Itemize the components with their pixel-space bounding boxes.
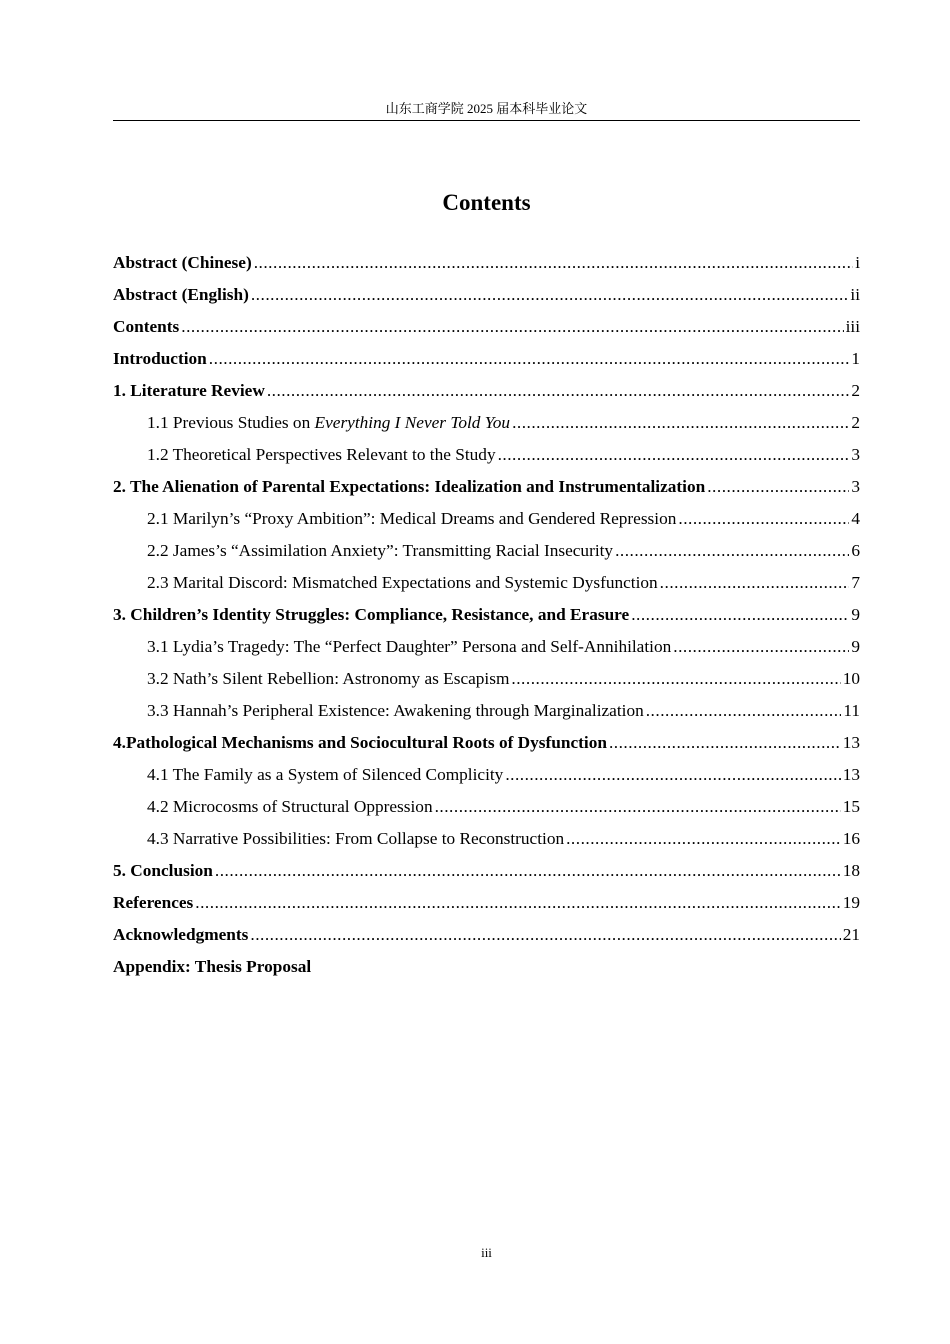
toc-leader-dots [181, 311, 843, 343]
toc-entry-label: 5. Conclusion [113, 861, 213, 880]
toc-entry-contents[interactable] [113, 311, 860, 343]
toc-entry-label: Acknowledgments [113, 925, 249, 944]
toc-entry-page: 3 [851, 477, 860, 496]
toc-entry-label: Abstract (English) [113, 285, 249, 304]
toc-leader-dots [254, 247, 853, 279]
toc-entry-page: 21 [842, 925, 860, 944]
toc-entry-label [147, 407, 510, 439]
toc-entry-literature-review[interactable] [113, 375, 860, 407]
toc-leader-dots [435, 791, 841, 823]
toc-entry-page: 10 [842, 669, 860, 688]
toc-entry-label: 3.1 Lydia’s Tragedy: The “Perfect Daughter” Persona and Self-Annihilation [147, 637, 672, 656]
toc-entry-4-3[interactable] [113, 823, 860, 855]
toc-entry-label: 1.2 Theoretical Perspectives Relevant to the Study [147, 445, 496, 464]
toc-entry-acknowledgments[interactable] [113, 919, 860, 951]
toc-entry-conclusion[interactable] [113, 855, 860, 887]
toc-entry-label: 3. Children’s Identity Struggles: Compliance, Resistance, and Erasure [113, 605, 630, 624]
toc-leader-dots [609, 727, 841, 759]
toc-entry-label: 1. Literature Review [113, 381, 265, 400]
toc-entry-label: 2. The Alienation of Parental Expectations: Idealization and Instrumentalization [113, 477, 706, 496]
toc-entry-page: 9 [851, 637, 860, 656]
toc-entry-2-3[interactable] [113, 567, 860, 599]
toc-leader-dots [646, 695, 842, 727]
toc-entry-label: 3.3 Hannah’s Peripheral Existence: Awakening through Marginalization [147, 701, 644, 720]
toc-entry-page: 3 [851, 445, 860, 464]
toc-leader-dots [250, 919, 840, 951]
toc-leader-dots [566, 823, 841, 855]
toc-entry-page: 7 [851, 573, 860, 592]
toc-leader-dots [512, 407, 849, 439]
toc-leader-dots [251, 279, 849, 311]
toc-entry-label: Contents [113, 317, 180, 336]
toc-entry-page: iii [845, 317, 860, 336]
toc-entry-abstract-english[interactable] [113, 279, 860, 311]
toc-entry-2-1[interactable] [113, 503, 860, 535]
toc-entry-page: 9 [851, 605, 860, 624]
toc-entry-3-1[interactable] [113, 631, 860, 663]
toc-entry-page: 11 [843, 701, 860, 720]
toc-entry-page: 2 [851, 381, 860, 400]
toc-entry-label: 4.2 Microcosms of Structural Oppression [147, 797, 433, 816]
toc-leader-dots [209, 343, 850, 375]
toc-leader-dots [707, 471, 849, 503]
toc-leader-dots [505, 759, 840, 791]
toc-leader-dots [660, 567, 850, 599]
toc-entry-appendix[interactable] [113, 951, 860, 983]
toc-leader-dots [631, 599, 849, 631]
toc-entry-page: 15 [842, 797, 860, 816]
toc-entry-page: 13 [842, 733, 860, 752]
toc-entry-4-1[interactable] [113, 759, 860, 791]
toc-entry-page: 19 [842, 893, 860, 912]
toc-leader-dots [673, 631, 849, 663]
toc-entry-label-text: 1.1 Previous Studies on [147, 413, 315, 432]
toc-entry-label: 4.Pathological Mechanisms and Sociocultural Roots of Dysfunction [113, 733, 607, 752]
toc-leader-dots [511, 663, 840, 695]
toc-entry-label: 3.2 Nath’s Silent Rebellion: Astronomy as Escapism [147, 669, 510, 688]
toc-entry-page: 16 [842, 829, 860, 848]
toc-leader-dots [678, 503, 849, 535]
toc-entry-label: 4.3 Narrative Possibilities: From Collapse to Reconstruction [147, 829, 565, 848]
toc-entry-chapter-4[interactable] [113, 727, 860, 759]
toc-entry-page: 6 [851, 541, 860, 560]
toc-entry-page: 2 [851, 413, 860, 432]
toc-entry-label: 2.2 James’s “Assimilation Anxiety”: Transmitting Racial Insecurity [147, 541, 614, 560]
toc-entry-chapter-2[interactable] [113, 471, 860, 503]
toc-entry-3-2[interactable] [113, 663, 860, 695]
toc-leader-dots [498, 439, 850, 471]
toc-entry-label: References [113, 893, 194, 912]
page-title: Contents [442, 190, 531, 215]
toc-leader-dots [215, 855, 841, 887]
toc-entry-page: 13 [842, 765, 860, 784]
table-of-contents [113, 247, 860, 983]
toc-entry-label: 4.1 The Family as a System of Silenced Complicity [147, 765, 504, 784]
toc-entry-chapter-3[interactable] [113, 599, 860, 631]
toc-entry-page: 4 [851, 509, 860, 528]
toc-entry-label: 2.1 Marilyn’s “Proxy Ambition”: Medical Dreams and Gendered Repression [147, 509, 677, 528]
toc-leader-dots [267, 375, 850, 407]
toc-entry-1-1[interactable] [113, 407, 860, 439]
running-header: 山东工商学院 2025 届本科毕业论文 [385, 101, 588, 116]
toc-entry-page: 1 [851, 349, 860, 368]
toc-leader-dots [195, 887, 840, 919]
toc-entry-label: 2.3 Marital Discord: Mismatched Expectations and Systemic Dysfunction [147, 573, 658, 592]
toc-entry-2-2[interactable] [113, 535, 860, 567]
toc-entry-references[interactable] [113, 887, 860, 919]
toc-entry-page: ii [850, 285, 860, 304]
toc-entry-1-2[interactable] [113, 439, 860, 471]
toc-entry-introduction[interactable] [113, 343, 860, 375]
toc-entry-label: Introduction [113, 349, 207, 368]
toc-entry-label: Appendix: Thesis Proposal [113, 957, 312, 976]
page-number: iii [481, 1245, 492, 1260]
book-title: Everything I Never Told You [314, 413, 511, 432]
toc-entry-page: 18 [842, 861, 860, 880]
header-rule [113, 120, 860, 121]
toc-entry-4-2[interactable] [113, 791, 860, 823]
toc-entry-page: i [855, 253, 860, 272]
toc-leader-dots [615, 535, 849, 567]
toc-entry-3-3[interactable] [113, 695, 860, 727]
toc-entry-label: Abstract (Chinese) [113, 253, 252, 272]
toc-entry-abstract-chinese[interactable] [113, 247, 860, 279]
